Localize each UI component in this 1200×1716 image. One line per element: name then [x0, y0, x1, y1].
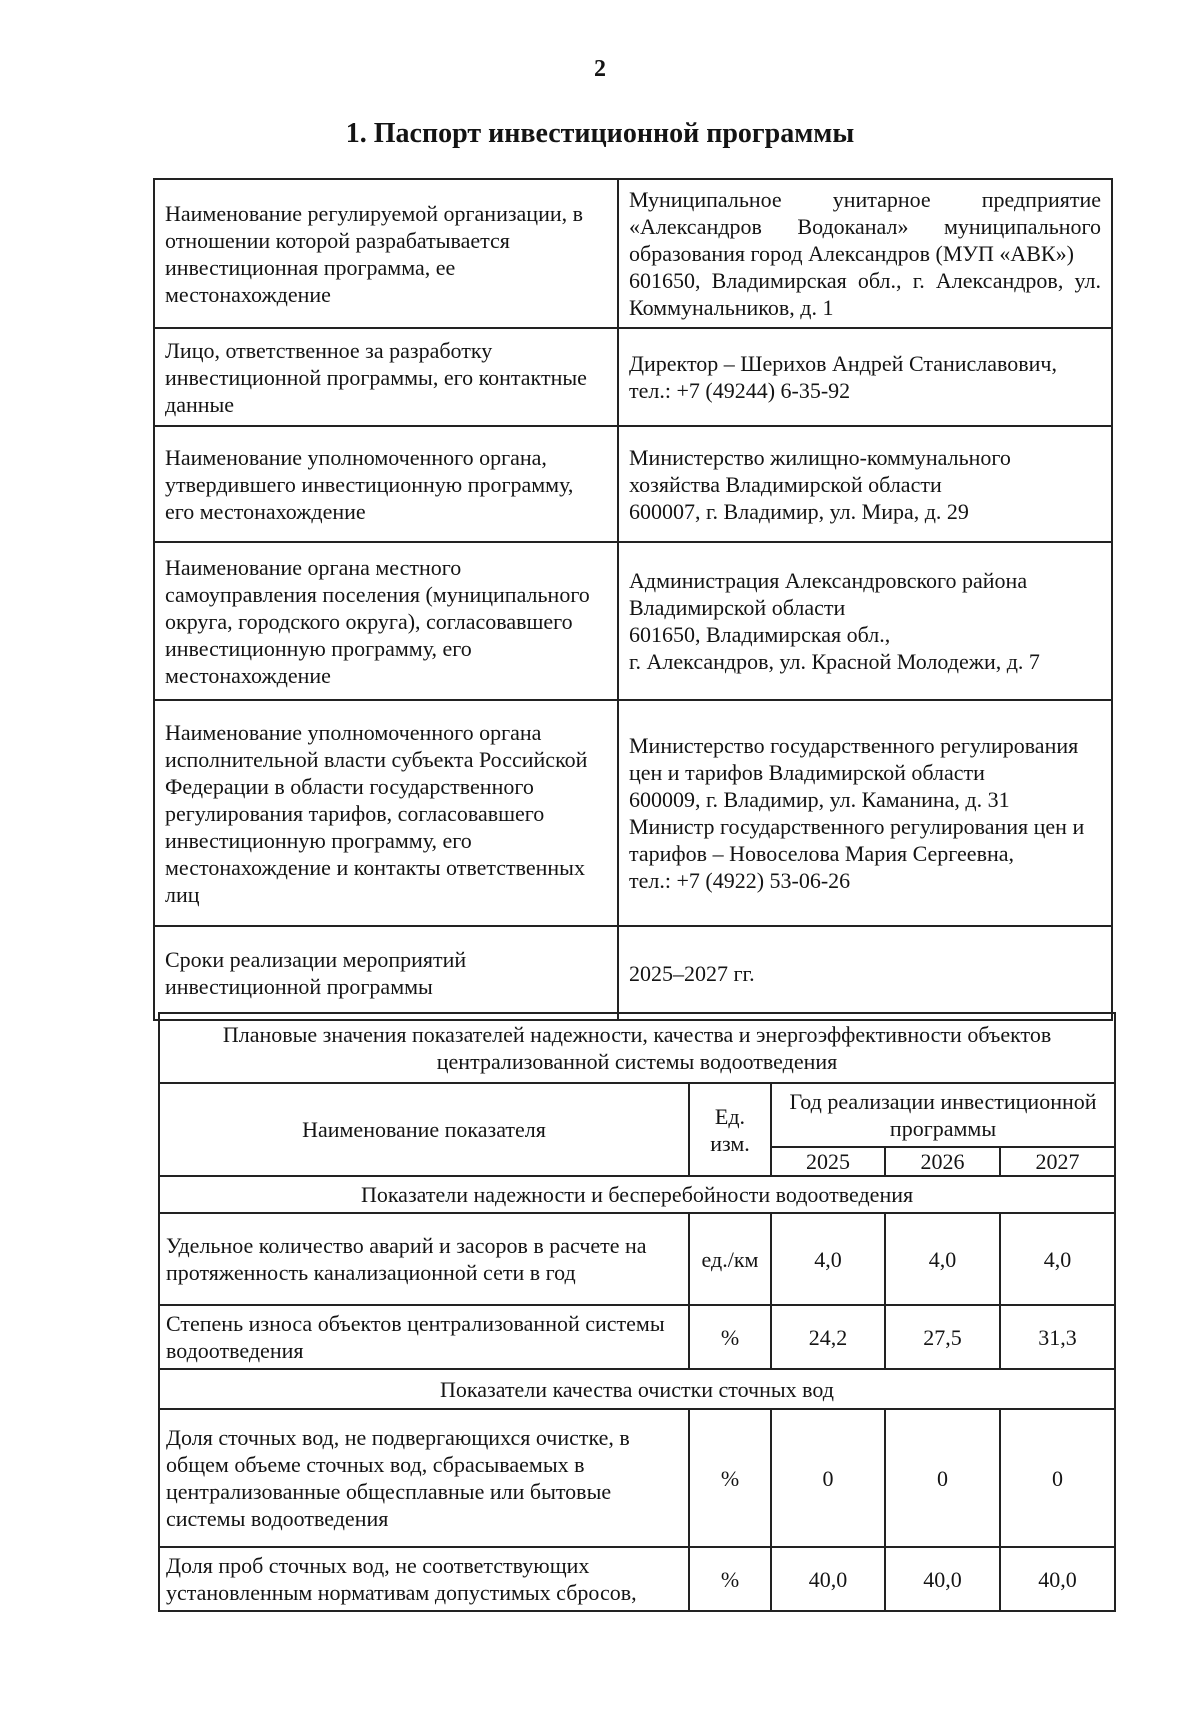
passport-label: Наименование уполномоченного органа исполнительной власти субъекта Российской Федерации в области государственного регулирования тарифов, согласовавшего инвестиционную программу, его местонахождение и контакты ответственных лиц — [154, 700, 618, 926]
indicator-unit: % — [689, 1547, 771, 1611]
value-line: 600007, г. Владимир, ул. Мира, д. 29 — [629, 498, 969, 524]
column-header-unit: Ед. изм. — [689, 1083, 771, 1176]
value-line: 2025–2027 гг. — [629, 960, 755, 986]
indicator-value: 31,3 — [1000, 1305, 1115, 1369]
passport-row — [154, 179, 1112, 328]
passport-row — [154, 926, 1112, 1020]
column-header-row — [159, 1083, 1115, 1147]
passport-label: Наименование органа местного самоуправления поселения (муниципального округа, городского округа), согласовавшего инвестиционную программу, его местонахождение — [154, 542, 618, 700]
section-title: Показатели качества очистки сточных вод — [159, 1369, 1115, 1409]
value-line: Директор – Шерихов Андрей Станиславович, — [629, 351, 1057, 376]
passport-value — [618, 179, 1112, 328]
year-header: 2025 — [771, 1147, 885, 1176]
indicator-value: 27,5 — [885, 1305, 1000, 1369]
table-row — [159, 1213, 1115, 1305]
passport-row — [154, 542, 1112, 700]
passport-value — [618, 926, 1112, 1020]
value-line: Министерство государственного регулирования цен и тарифов Владимирской области — [629, 733, 1079, 785]
value-line: Администрация Александровского района Владимирской области — [629, 568, 1028, 620]
value-line: тел.: +7 (49244) 6-35-92 — [629, 378, 851, 403]
passport-label: Сроки реализации мероприятий инвестиционной программы — [154, 926, 618, 1020]
indicator-value: 0 — [1000, 1409, 1115, 1547]
table-row — [159, 1547, 1115, 1611]
table-row — [159, 1409, 1115, 1547]
year-header: 2027 — [1000, 1147, 1115, 1176]
indicator-value: 40,0 — [1000, 1547, 1115, 1611]
passport-label: Лицо, ответственное за разработку инвестиционной программы, его контактные данные — [154, 328, 618, 426]
indicator-unit: % — [689, 1305, 771, 1369]
column-header-years-group: Год реализации инвестиционной программы — [771, 1083, 1115, 1147]
indicators-table — [158, 1012, 1116, 1612]
passport-row — [154, 700, 1112, 926]
indicator-name: Удельное количество аварий и засоров в расчете на протяженность канализационной сети в год — [159, 1213, 689, 1305]
section-row — [159, 1369, 1115, 1409]
indicator-name: Доля проб сточных вод, не соответствующих установленным нормативам допустимых сбросов, — [159, 1547, 689, 1611]
indicator-unit: % — [689, 1409, 771, 1547]
indicator-value: 4,0 — [771, 1213, 885, 1305]
passport-value — [618, 700, 1112, 926]
passport-value — [618, 542, 1112, 700]
indicator-value: 0 — [771, 1409, 885, 1547]
column-header-name: Наименование показателя — [159, 1083, 689, 1176]
indicator-value: 40,0 — [885, 1547, 1000, 1611]
indicator-name: Доля сточных вод, не подвергающихся очистке, в общем объеме сточных вод, сбрасываемых в централизованные общесплавные или бытовые системы водоотведения — [159, 1409, 689, 1547]
year-header: 2026 — [885, 1147, 1000, 1176]
value-line: г. Александров, ул. Красной Молодежи, д. 7 — [629, 649, 1040, 674]
passport-row — [154, 328, 1112, 426]
table-row — [159, 1305, 1115, 1369]
passport-value — [618, 426, 1112, 542]
value-line: 600009, г. Владимир, ул. Каманина, д. 31 — [629, 787, 1010, 812]
value-line: Муниципальное унитарное предприятие «Александров Водоканал» муниципального образования город Александров (МУП «АВК») — [629, 187, 1101, 266]
page-number: 2 — [594, 56, 606, 82]
indicator-name: Степень износа объектов централизованной системы водоотведения — [159, 1305, 689, 1369]
passport-row — [154, 426, 1112, 542]
passport-label: Наименование регулируемой организации, в отношении которой разрабатывается инвестиционная программа, ее местонахождение — [154, 179, 618, 328]
indicator-value: 24,2 — [771, 1305, 885, 1369]
value-line: Министр государственного регулирования цен и тарифов – Новоселова Мария Сергеевна, — [629, 814, 1085, 866]
document-title: 1. Паспорт инвестиционной программы — [345, 118, 855, 149]
indicator-value: 40,0 — [771, 1547, 885, 1611]
value-line: 601650, Владимирская обл., г. Александров, ул. Коммунальников, д. 1 — [629, 268, 1101, 320]
indicators-heading: Плановые значения показателей надежности, качества и энергоэффективности объектов централизованной системы водоотведения — [159, 1013, 1115, 1083]
passport-table — [153, 178, 1113, 1021]
passport-value — [618, 328, 1112, 426]
value-line: 601650, Владимирская обл., — [629, 622, 891, 647]
section-title: Показатели надежности и бесперебойности водоотведения — [159, 1176, 1115, 1213]
section-row — [159, 1176, 1115, 1213]
value-line: Министерство жилищно-коммунального хозяйства Владимирской области — [629, 444, 1011, 497]
passport-label: Наименование уполномоченного органа, утвердившего инвестиционную программу, его местонахождение — [154, 426, 618, 542]
indicators-heading-row — [159, 1013, 1115, 1083]
indicator-value: 4,0 — [1000, 1213, 1115, 1305]
indicator-unit: ед./км — [689, 1213, 771, 1305]
value-line: тел.: +7 (4922) 53-06-26 — [629, 868, 851, 893]
indicator-value: 0 — [885, 1409, 1000, 1547]
indicator-value: 4,0 — [885, 1213, 1000, 1305]
